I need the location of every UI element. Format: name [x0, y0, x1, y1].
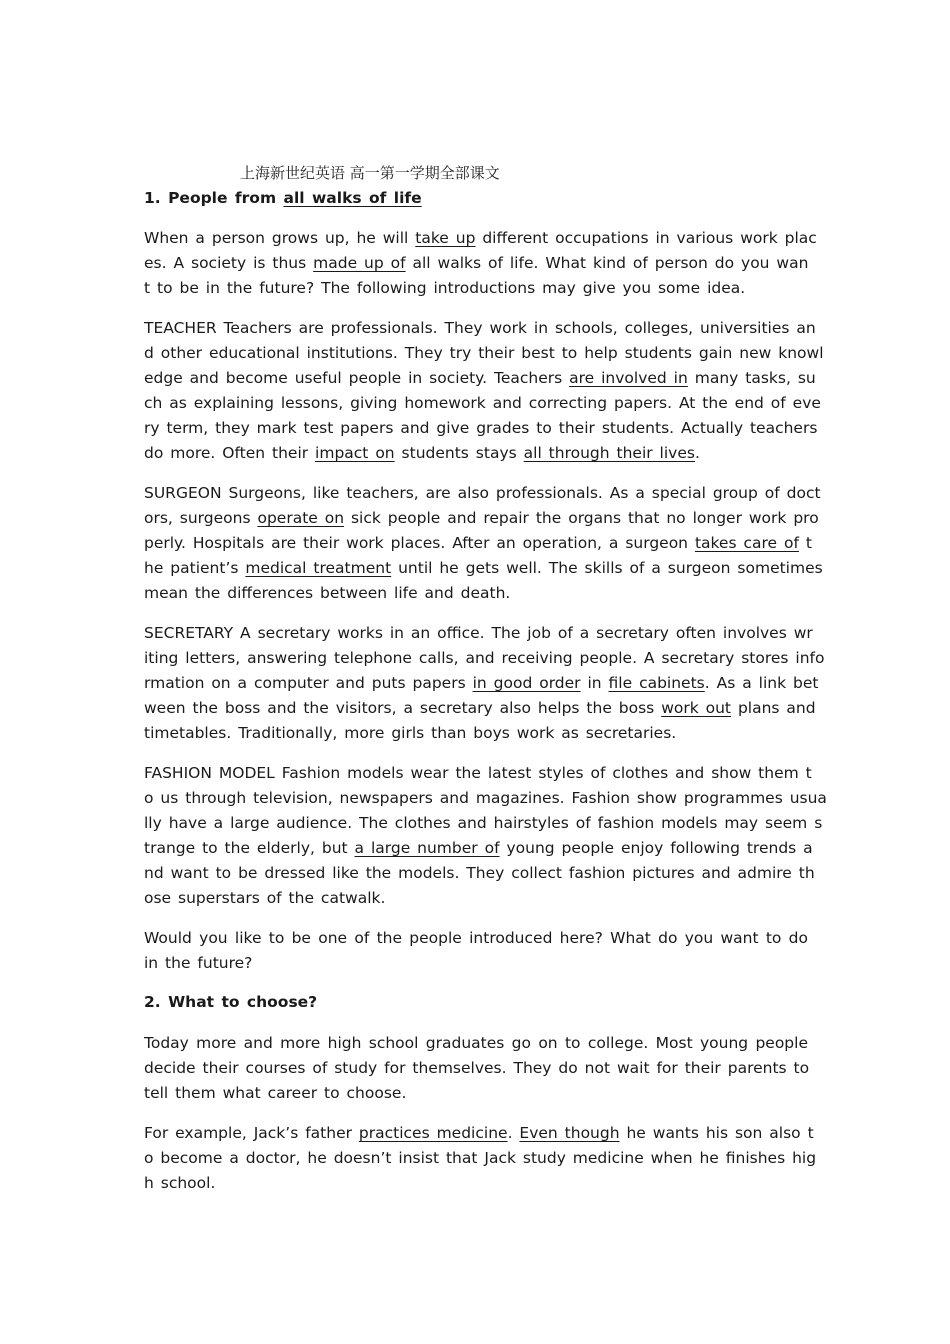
- text-line: [144, 556, 823, 581]
- text-line: [144, 621, 813, 646]
- underlined-phrase: file cabinets: [608, 674, 705, 692]
- text-segment: . As a link bet: [704, 674, 819, 692]
- underlined-phrase: a large number of: [354, 839, 500, 857]
- text-line: [144, 506, 819, 531]
- text-segment: perly. Hospitals are their work places. After an operation, a surgeon: [144, 534, 695, 552]
- text-segment: he patient’s: [144, 559, 246, 577]
- underlined-phrase: work out: [661, 699, 732, 717]
- text-line: [144, 251, 808, 276]
- text-line: [144, 581, 808, 606]
- section-heading: [144, 186, 808, 211]
- text-segment: different occupations in various work plac: [475, 229, 817, 247]
- paragraph: [144, 226, 817, 301]
- text-segment: Would you like to be one of the people introduced here? What do you want to do: [144, 929, 808, 947]
- underlined-phrase: are involved in: [569, 369, 688, 387]
- text-segment: h school.: [144, 1174, 216, 1192]
- text-line: [144, 811, 823, 836]
- text-line: [144, 391, 821, 416]
- text-line: [144, 481, 821, 506]
- text-line: [144, 531, 812, 556]
- underlined-phrase: practices medicine: [358, 1124, 508, 1142]
- text-segment: SURGEON Surgeons, like teachers, are also professionals. As a special group of doct: [144, 484, 821, 502]
- underlined-phrase: operate on: [257, 509, 345, 527]
- text-line: [144, 951, 808, 976]
- text-line: [144, 886, 808, 911]
- text-segment: SECRETARY A secretary works in an office. The job of a secretary often involves wr: [144, 624, 813, 642]
- paragraph: [144, 1121, 817, 1196]
- paragraph: [144, 481, 823, 606]
- text-segment: es. A society is thus: [144, 254, 314, 272]
- paragraph: [144, 926, 808, 976]
- text-line: [144, 341, 824, 366]
- text-segment: in: [580, 674, 609, 692]
- text-line: [144, 366, 816, 391]
- paragraph: [144, 316, 824, 466]
- text-segment: o become a doctor, he doesn’t insist that Jack study medicine when he finishes hig: [144, 1149, 817, 1167]
- text-segment: ose superstars of the catwalk.: [144, 889, 386, 907]
- text-segment: .: [694, 444, 700, 462]
- text-line: [144, 1081, 808, 1106]
- section-heading: [144, 990, 808, 1015]
- underlined-phrase: take up: [415, 229, 476, 247]
- text-segment: timetables. Traditionally, more girls than boys work as secretaries.: [144, 724, 677, 742]
- text-line: [144, 416, 818, 441]
- paragraph: [144, 1031, 808, 1106]
- text-segment: mean the differences between life and death.: [144, 584, 511, 602]
- text-line: [144, 671, 819, 696]
- text-line: [144, 836, 813, 861]
- text-segment: do more. Often their: [144, 444, 316, 462]
- underlined-phrase: in good order: [472, 674, 581, 692]
- text-line: [144, 646, 825, 671]
- text-segment: all walks of life. What kind of person do you wan: [405, 254, 809, 272]
- text-line: [144, 226, 817, 251]
- text-line: [144, 696, 816, 721]
- text-segment: trange to the elderly, but: [144, 839, 355, 857]
- text-segment: FASHION MODEL Fashion models wear the latest styles of clothes and show them t: [144, 764, 812, 782]
- text-line: [144, 721, 808, 746]
- text-segment: ors, surgeons: [144, 509, 258, 527]
- text-line: [144, 316, 816, 341]
- text-line: [144, 786, 827, 811]
- text-segment: plans and: [731, 699, 816, 717]
- text-segment: sick people and repair the organs that no longer work pro: [344, 509, 819, 527]
- underlined-phrase: all through their lives: [523, 444, 695, 462]
- text-line: [144, 276, 808, 301]
- text-segment: nd want to be dressed like the models. They collect fashion pictures and admire th: [144, 864, 815, 882]
- text-segment: ween the boss and the visitors, a secretary also helps the boss: [144, 699, 662, 717]
- text-segment: For example, Jack’s father: [144, 1124, 359, 1142]
- text-segment: many tasks, su: [687, 369, 816, 387]
- paragraph: [144, 761, 827, 911]
- underlined-phrase: made up of: [313, 254, 406, 272]
- text-segment: When a person grows up, he will: [144, 229, 416, 247]
- text-segment: decide their courses of study for themselves. They do not wait for their parents to: [144, 1059, 810, 1077]
- section-heading-text: 1. People from: [144, 189, 284, 207]
- text-segment: iting letters, answering telephone calls, and receiving people. A secretary stores info: [144, 649, 825, 667]
- text-line: [144, 1031, 808, 1056]
- text-line: [144, 1056, 808, 1081]
- text-segment: students stays: [394, 444, 524, 462]
- text-segment: lly have a large audience. The clothes and hairstyles of fashion models may seem s: [144, 814, 823, 832]
- underlined-phrase: impact on: [315, 444, 395, 462]
- text-line: [144, 441, 808, 466]
- text-segment: he wants his son also t: [619, 1124, 814, 1142]
- page-header: 上海新世纪英语 高一第一学期全部课文: [240, 164, 500, 182]
- text-segment: ch as explaining lessons, giving homework and correcting papers. At the end of eve: [144, 394, 821, 412]
- section-heading-text: 2. What to choose?: [144, 993, 318, 1011]
- text-line: [144, 1146, 817, 1171]
- text-segment: Today more and more high school graduates go on to college. Most young people: [144, 1034, 808, 1052]
- text-segment: o us through television, newspapers and magazines. Fashion show programmes usua: [144, 789, 827, 807]
- text-segment: until he gets well. The skills of a surgeon sometimes: [391, 559, 823, 577]
- underlined-phrase: takes care of: [694, 534, 799, 552]
- text-line: [144, 861, 815, 886]
- text-segment: edge and become useful people in society. Teachers: [144, 369, 570, 387]
- text-segment: t to be in the future? The following introductions may give you some idea.: [144, 279, 746, 297]
- text-line: [144, 1171, 808, 1196]
- text-segment: t: [798, 534, 812, 552]
- underlined-phrase: medical treatment: [245, 559, 392, 577]
- text-segment: .: [507, 1124, 520, 1142]
- text-line: [144, 926, 808, 951]
- text-line: [144, 1121, 814, 1146]
- text-segment: d other educational institutions. They try their best to help students gain new knowl: [144, 344, 824, 362]
- text-segment: young people enjoy following trends a: [499, 839, 813, 857]
- text-line: [144, 761, 812, 786]
- text-segment: tell them what career to choose.: [144, 1084, 407, 1102]
- text-segment: in the future?: [144, 954, 253, 972]
- text-segment: TEACHER Teachers are professionals. They work in schools, colleges, universities an: [144, 319, 816, 337]
- text-segment: ry term, they mark test papers and give grades to their students. Actually teachers: [144, 419, 818, 437]
- underlined-phrase: all walks of life: [283, 189, 422, 207]
- paragraph: [144, 621, 825, 746]
- text-segment: rmation on a computer and puts papers: [144, 674, 473, 692]
- underlined-phrase: Even though: [519, 1124, 620, 1142]
